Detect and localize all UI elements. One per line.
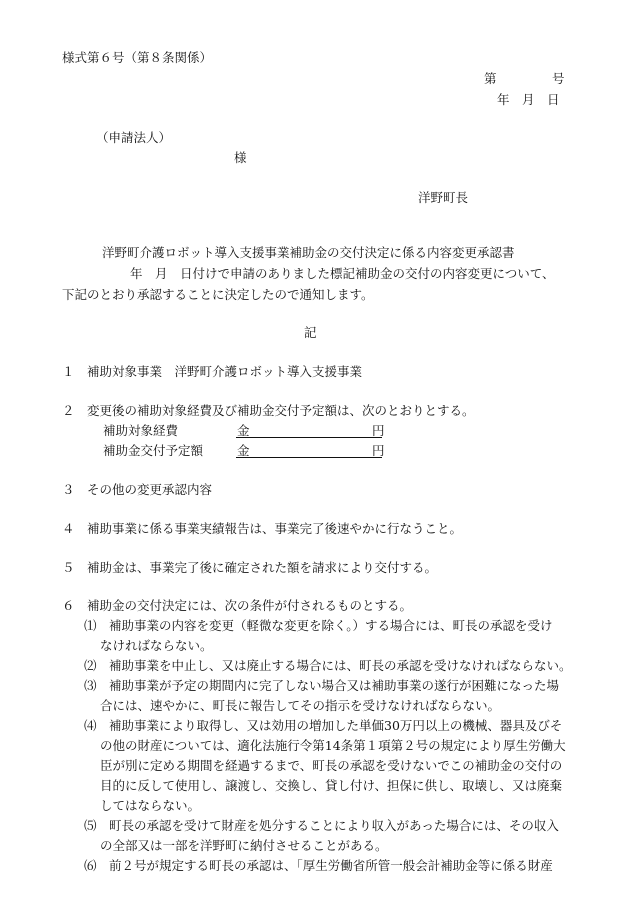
expense-amount-line [236, 423, 382, 438]
condition-6-line-1: ⑹ 前２号が規定する町長の承認は、「厚生労働省所管一般会計補助金等に係る財産 [84, 858, 553, 873]
date-day: 日 [547, 92, 560, 107]
item-4: ４ 補助事業に係る事業実績報告は、事業完了後速やかに行なうこと。 [62, 521, 463, 536]
expense-kin: 金 [237, 423, 250, 438]
item-1: １ 補助対象事業 洋野町介護ロボット導入支援事業 [62, 364, 363, 379]
condition-3-line-1: ⑶ 補助事業が予定の期間内に完了しない場合又は補助事業の遂行が困難になった場 [84, 678, 560, 693]
grant-amount-line [236, 443, 382, 458]
expense-label: 補助対象経費 [103, 423, 179, 438]
condition-4-line-1: ⑷ 補助事業により取得し、又は効用の増加した単価30万円以上の機械、器具及びそ [84, 718, 563, 733]
item-2: ２ 変更後の補助対象経費及び補助金交付予定額は、次のとおりとする。 [62, 403, 475, 418]
item-3: ３ その他の変更承認内容 [62, 482, 213, 497]
doc-number-prefix: 第 [484, 71, 497, 86]
grant-yen: 円 [372, 443, 385, 458]
date-year: 年 [497, 92, 510, 107]
condition-4-line-3: 臣が別に定める期間を経過するまで、町長の承認を受けないでこの補助金の交付の [100, 758, 563, 773]
condition-4-line-5: してはならない。 [100, 798, 201, 813]
condition-5-line-2: の全部又は一部を洋野町に納付させることがある。 [100, 838, 388, 853]
condition-5-line-1: ⑸ 町長の承認を受けて財産を処分することにより収入があった場合には、その収入 [84, 818, 559, 833]
item-6: ６ 補助金の交付決定には、次の条件が付されるものとする。 [62, 598, 413, 613]
grant-label: 補助金交付予定額 [103, 443, 204, 458]
condition-1-line-1: ⑴ 補助事業の内容を変更（軽微な変更を除く。）する場合には、町長の承認を受け [84, 618, 553, 633]
condition-1-line-2: なければならない。 [100, 638, 213, 653]
doc-number-suffix: 号 [552, 71, 565, 86]
issuer-mayor: 洋野町長 [418, 190, 469, 205]
document-title: 洋野町介護ロボット導入支援事業補助金の交付決定に係る内容変更承認書 [102, 245, 515, 260]
grant-kin: 金 [237, 443, 250, 458]
ki-heading: 記 [304, 325, 317, 340]
item-5: ５ 補助金は、事業完了後に確定された額を請求により交付する。 [62, 560, 438, 575]
condition-4-line-2: の他の財産については、適化法施行令第14条第１項第２号の規定により厚生労働大 [100, 738, 566, 753]
condition-3-line-2: 合には、速やかに、町長に報告してその指示を受けなければならない。 [100, 698, 501, 713]
expense-yen: 円 [372, 423, 385, 438]
condition-2: ⑵ 補助事業を中止し、又は廃止する場合には、町長の承認を受けなければならない。 [84, 658, 572, 673]
intro-line-2: 下記のとおり承認することに決定したので通知します。 [62, 287, 374, 302]
intro-line-1: 年 月 日付けで申請のありました標記補助金の交付の内容変更について、 [130, 266, 555, 281]
honorific-sama: 様 [234, 150, 247, 165]
date-month: 月 [522, 92, 535, 107]
applicant-label: （申請法人） [96, 130, 172, 145]
form-number: 様式第６号（第８条関係） [62, 50, 213, 65]
condition-4-line-4: 目的に反して使用し、譲渡し、交換し、貸し付け、担保に供し、取壊し、又は廃棄 [100, 778, 563, 793]
